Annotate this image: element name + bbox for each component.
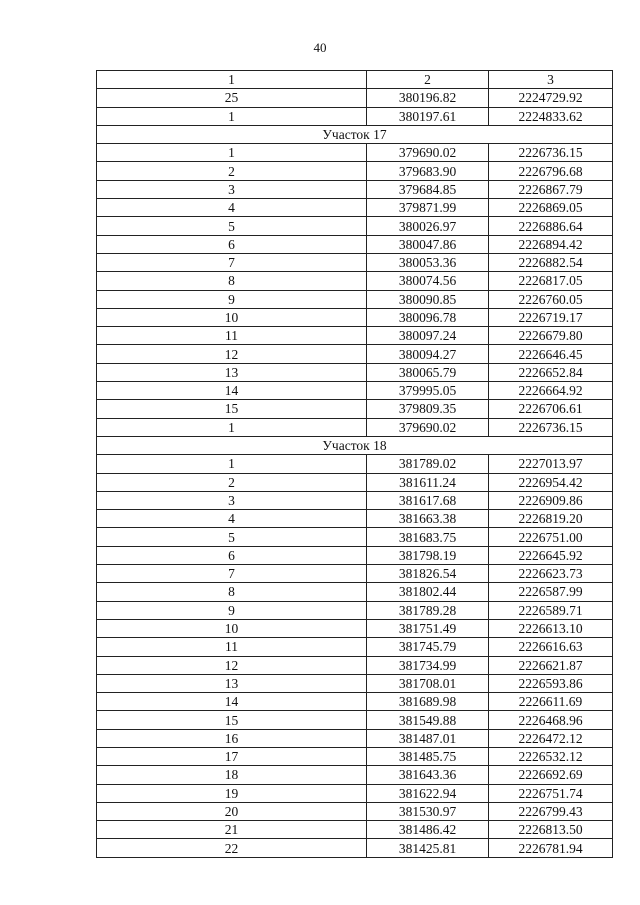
x-coordinate-cell: 381802.44 (367, 583, 489, 601)
x-coordinate-cell: 380096.78 (367, 308, 489, 326)
x-coordinate-cell: 380053.36 (367, 253, 489, 271)
x-coordinate-cell: 381789.02 (367, 455, 489, 473)
table-row (97, 199, 613, 217)
y-coordinate-cell: 2226819.20 (489, 510, 613, 528)
x-coordinate-cell: 381530.97 (367, 802, 489, 820)
point-number-cell: 21 (97, 821, 367, 839)
table-row (97, 619, 613, 637)
table-row (97, 784, 613, 802)
y-coordinate-cell: 2226621.87 (489, 656, 613, 674)
table-row (97, 693, 613, 711)
page-number: 40 (313, 40, 327, 55)
y-coordinate-cell: 2226587.99 (489, 583, 613, 601)
point-number-cell: 2 (97, 162, 367, 180)
y-coordinate-cell: 2226799.43 (489, 802, 613, 820)
table-row (97, 345, 613, 363)
point-number-cell: 25 (97, 89, 367, 107)
point-number-cell: 1 (97, 455, 367, 473)
x-coordinate-cell: 381798.19 (367, 546, 489, 564)
x-coordinate-cell: 381611.24 (367, 473, 489, 491)
x-coordinate-cell: 381643.36 (367, 766, 489, 784)
point-number-cell: 7 (97, 565, 367, 583)
point-number-cell: 10 (97, 619, 367, 637)
x-coordinate-cell: 380196.82 (367, 89, 489, 107)
coordinates-table-body (97, 71, 613, 858)
point-number-cell: 7 (97, 253, 367, 271)
point-number-cell: 9 (97, 601, 367, 619)
x-coordinate-cell: 381683.75 (367, 528, 489, 546)
point-number-cell: 8 (97, 272, 367, 290)
y-coordinate-cell: 2226781.94 (489, 839, 613, 857)
x-coordinate-cell: 380090.85 (367, 290, 489, 308)
point-number-cell: 13 (97, 674, 367, 692)
table-row (97, 290, 613, 308)
y-coordinate-cell: 2226706.61 (489, 400, 613, 418)
point-number-cell: 4 (97, 510, 367, 528)
table-row (97, 107, 613, 125)
y-coordinate-cell: 2226886.64 (489, 217, 613, 235)
y-coordinate-cell: 2226593.86 (489, 674, 613, 692)
x-coordinate-cell: 381789.28 (367, 601, 489, 619)
y-coordinate-cell: 2226954.42 (489, 473, 613, 491)
point-number-cell: 10 (97, 308, 367, 326)
table-row (97, 253, 613, 271)
y-coordinate-cell: 2226882.54 (489, 253, 613, 271)
y-coordinate-cell: 2226652.84 (489, 363, 613, 381)
x-coordinate-cell: 381745.79 (367, 638, 489, 656)
table-row (97, 217, 613, 235)
y-coordinate-cell: 2226817.05 (489, 272, 613, 290)
table-row (97, 272, 613, 290)
point-number-cell: 3 (97, 180, 367, 198)
point-number-cell: 3 (97, 491, 367, 509)
point-number-cell: 17 (97, 747, 367, 765)
table-row (97, 162, 613, 180)
point-number-cell: 12 (97, 345, 367, 363)
y-coordinate-cell: 2226611.69 (489, 693, 613, 711)
point-number-cell: 11 (97, 638, 367, 656)
x-coordinate-cell: 379809.35 (367, 400, 489, 418)
table-row (97, 382, 613, 400)
point-number-cell: 22 (97, 839, 367, 857)
table-row (97, 638, 613, 656)
table-row (97, 89, 613, 107)
point-number-cell: 14 (97, 382, 367, 400)
section-title: Участок 17 (97, 125, 613, 143)
x-coordinate-cell: 381486.42 (367, 821, 489, 839)
x-coordinate-cell: 381622.94 (367, 784, 489, 802)
table-row (97, 308, 613, 326)
section-title-row (97, 125, 613, 143)
y-coordinate-cell: 2226760.05 (489, 290, 613, 308)
point-number-cell: 11 (97, 327, 367, 345)
y-coordinate-cell: 2226468.96 (489, 711, 613, 729)
y-coordinate-cell: 2226645.92 (489, 546, 613, 564)
section-title: Участок 18 (97, 436, 613, 454)
y-coordinate-cell: 2226589.71 (489, 601, 613, 619)
table-row (97, 528, 613, 546)
table-row (97, 510, 613, 528)
point-number-cell: 5 (97, 528, 367, 546)
point-number-cell: 15 (97, 400, 367, 418)
y-coordinate-cell: 2226736.15 (489, 144, 613, 162)
table-row (97, 766, 613, 784)
x-coordinate-cell: 379871.99 (367, 199, 489, 217)
y-coordinate-cell: 2226623.73 (489, 565, 613, 583)
x-coordinate-cell: 379690.02 (367, 144, 489, 162)
table-row (97, 729, 613, 747)
coordinates-table (96, 70, 613, 858)
table-row (97, 418, 613, 436)
table-row (97, 455, 613, 473)
y-coordinate-cell: 2226751.00 (489, 528, 613, 546)
table-row (97, 473, 613, 491)
y-coordinate-cell: 2226719.17 (489, 308, 613, 326)
point-number-cell: 18 (97, 766, 367, 784)
y-coordinate-cell: 2226894.42 (489, 235, 613, 253)
table-row (97, 601, 613, 619)
x-coordinate-cell: 379684.85 (367, 180, 489, 198)
y-coordinate-cell: 2226867.79 (489, 180, 613, 198)
x-coordinate-cell: 379690.02 (367, 418, 489, 436)
point-number-cell: 9 (97, 290, 367, 308)
point-number-cell: 5 (97, 217, 367, 235)
point-number-cell: 1 (97, 418, 367, 436)
x-coordinate-cell: 380074.56 (367, 272, 489, 290)
table-row (97, 235, 613, 253)
x-coordinate-cell: 380094.27 (367, 345, 489, 363)
table-row (97, 656, 613, 674)
y-coordinate-cell: 2226679.80 (489, 327, 613, 345)
point-number-cell: 8 (97, 583, 367, 601)
header-cell-x: 2 (367, 71, 489, 89)
y-coordinate-cell: 2226472.12 (489, 729, 613, 747)
y-coordinate-cell: 2224833.62 (489, 107, 613, 125)
x-coordinate-cell: 381751.49 (367, 619, 489, 637)
x-coordinate-cell: 381485.75 (367, 747, 489, 765)
point-number-cell: 6 (97, 235, 367, 253)
point-number-cell: 19 (97, 784, 367, 802)
table-row (97, 821, 613, 839)
table-row (97, 583, 613, 601)
x-coordinate-cell: 380065.79 (367, 363, 489, 381)
header-cell-y: 3 (489, 71, 613, 89)
y-coordinate-cell: 2226736.15 (489, 418, 613, 436)
point-number-cell: 12 (97, 656, 367, 674)
y-coordinate-cell: 2226813.50 (489, 821, 613, 839)
y-coordinate-cell: 2226796.68 (489, 162, 613, 180)
x-coordinate-cell: 379683.90 (367, 162, 489, 180)
header-cell-point: 1 (97, 71, 367, 89)
y-coordinate-cell: 2226751.74 (489, 784, 613, 802)
point-number-cell: 15 (97, 711, 367, 729)
table-row (97, 180, 613, 198)
x-coordinate-cell: 381663.38 (367, 510, 489, 528)
y-coordinate-cell: 2226664.92 (489, 382, 613, 400)
point-number-cell: 4 (97, 199, 367, 217)
point-number-cell: 16 (97, 729, 367, 747)
table-row (97, 400, 613, 418)
point-number-cell: 2 (97, 473, 367, 491)
section-title-row (97, 436, 613, 454)
table-row (97, 363, 613, 381)
x-coordinate-cell: 381734.99 (367, 656, 489, 674)
x-coordinate-cell: 380097.24 (367, 327, 489, 345)
x-coordinate-cell: 381617.68 (367, 491, 489, 509)
table-row (97, 839, 613, 857)
point-number-cell: 6 (97, 546, 367, 564)
table-row (97, 327, 613, 345)
table-row (97, 144, 613, 162)
y-coordinate-cell: 2226909.86 (489, 491, 613, 509)
x-coordinate-cell: 381708.01 (367, 674, 489, 692)
x-coordinate-cell: 380026.97 (367, 217, 489, 235)
point-number-cell: 1 (97, 144, 367, 162)
point-number-cell: 14 (97, 693, 367, 711)
y-coordinate-cell: 2227013.97 (489, 455, 613, 473)
y-coordinate-cell: 2226616.63 (489, 638, 613, 656)
x-coordinate-cell: 380197.61 (367, 107, 489, 125)
y-coordinate-cell: 2226869.05 (489, 199, 613, 217)
y-coordinate-cell: 2224729.92 (489, 89, 613, 107)
x-coordinate-cell: 379995.05 (367, 382, 489, 400)
x-coordinate-cell: 381487.01 (367, 729, 489, 747)
table-row (97, 546, 613, 564)
table-row (97, 565, 613, 583)
point-number-cell: 1 (97, 107, 367, 125)
x-coordinate-cell: 380047.86 (367, 235, 489, 253)
table-header-row (97, 71, 613, 89)
table-row (97, 711, 613, 729)
table-row (97, 747, 613, 765)
table-row (97, 802, 613, 820)
table-row (97, 674, 613, 692)
point-number-cell: 20 (97, 802, 367, 820)
x-coordinate-cell: 381689.98 (367, 693, 489, 711)
point-number-cell: 13 (97, 363, 367, 381)
x-coordinate-cell: 381549.88 (367, 711, 489, 729)
x-coordinate-cell: 381826.54 (367, 565, 489, 583)
y-coordinate-cell: 2226646.45 (489, 345, 613, 363)
x-coordinate-cell: 381425.81 (367, 839, 489, 857)
y-coordinate-cell: 2226532.12 (489, 747, 613, 765)
y-coordinate-cell: 2226692.69 (489, 766, 613, 784)
table-row (97, 491, 613, 509)
y-coordinate-cell: 2226613.10 (489, 619, 613, 637)
